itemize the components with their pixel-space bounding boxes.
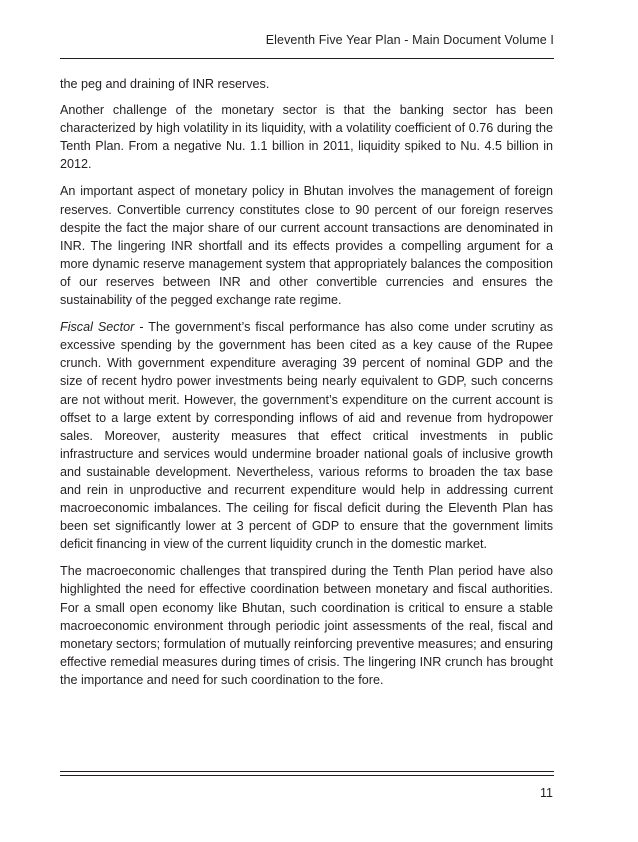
page-number: 11	[540, 786, 553, 800]
paragraph-policy-coordination: The macroeconomic challenges that transpired during the Tenth Plan period have also highlighted the need for effective coordination between monetary and fiscal authorities. For a small open economy like Bhutan, such coordination is critical to ensure a stable macroeconomic environment through periodic joint assessments of the real, fiscal and monetary sectors; formulation of mutually reinforcing preventive measures; and ensuring effective remedial measures during times of crisis. The lingering INR crunch has brought the importance and need for such coordination to the fore.	[60, 564, 553, 687]
paragraph-fiscal-sector	[60, 318, 553, 553]
main-text	[60, 75, 553, 698]
footer-rule-bottom	[60, 775, 554, 776]
footer-rule-top	[60, 771, 554, 772]
paragraph-liquidity-volatility: Another challenge of the monetary sector is that the banking sector has been characterized by high volatility in its liquidity, with a volatility coefficient of 0.76 during the Tenth Plan. From a negative Nu. 1.1 billion in 2011, liquidity spiked to Nu. 4.5 billion in 2012.	[60, 103, 553, 172]
header-rule	[60, 58, 554, 59]
fiscal-sector-heading: Fiscal Sector	[60, 320, 135, 335]
paragraph-foreign-reserves: An important aspect of monetary policy in Bhutan involves the management of foreign reserves. Convertible currency constitutes close to 90 percent of our foreign reserves despite the fact the major share of our current account transactions are denominated in INR. The lingering INR shortfall and its effects provides a compelling argument for a more dynamic reserve management system that appropriately balances the composition of our reserves between INR and other convertible currencies and ensures the sustainability of the pegged exchange rate regime.	[60, 184, 553, 308]
fiscal-sector-text: - The government’s fiscal performance has also come under scrutiny as excessive spending by the government has been cited as a key cause of the Rupee crunch. With government expenditure averaging 39 percent of nominal GDP and the size of recent hydro power investments being nearly equivalent to GDP, such concerns are not without merit. However, the government’s expenditure on the current account is offset to a large extent by corresponding inflows of aid and revenue from hydropower sales. Moreover, austerity measures that effect critical investments in public infrastructure and services would undermine broader national goals of inclusive growth and sustainable development. Nevertheless, various reforms to broaden the tax base and rein in unproductive and recurrent expenditure would help in addressing current macroeconomic imbalances. The ceiling for fiscal deficit during the Eleventh Plan has been set significantly lower at 3 percent of GDP to ensure that the government limits deficit financing in view of the current liquidity crunch in the domestic market.	[60, 320, 553, 552]
page-header	[60, 33, 554, 59]
running-header-title: Eleventh Five Year Plan - Main Document Volume I	[265, 33, 554, 47]
paragraph-continuation: the peg and draining of INR reserves.	[60, 77, 270, 91]
